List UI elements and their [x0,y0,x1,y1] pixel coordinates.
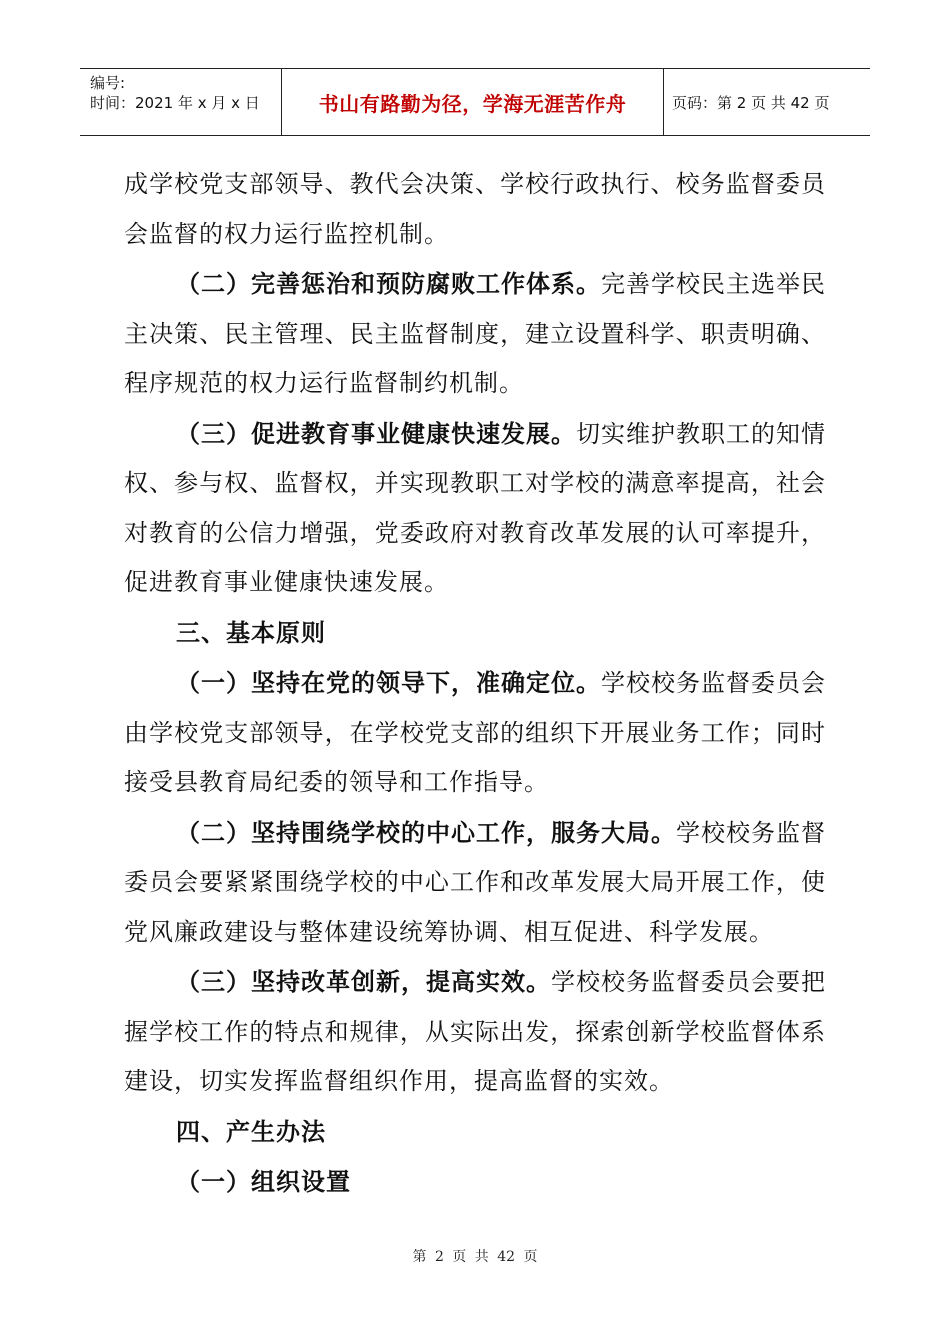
section-heading-4-text: 四、产生办法 [176,1116,326,1146]
paragraph-2-text: 完善学校民主选举民主决策、民主管理、民主监督制度，建立设置科学、职责明确、程序规范的权力运行监督制约机制。 [124,270,826,397]
page-header [80,68,870,136]
paragraph-3-heading: （三）促进教育事业健康快速发展。 [176,418,576,448]
paragraph-5-text: 学校校务监督委员会要紧紧围绕学校的中心工作和改革发展大局开展工作，使党风廉政建设与整体建设统筹协调、相互促进、科学发展。 [124,818,826,946]
paragraph-4-heading: （一）坚持在党的领导下，准确定位。 [176,668,601,697]
document-number-label: 编号: [90,74,126,92]
paragraph-2-heading: （二）完善惩治和预防腐败工作体系。 [176,269,601,298]
header-motto-cell [282,69,664,135]
section-heading-3 [124,608,826,659]
paragraph-5-heading: （二）坚持围绕学校的中心工作，服务大局。 [176,817,676,847]
header-meta [80,69,282,135]
subsection-heading-text: （一）组织设置 [176,1167,351,1196]
paragraph-2 [124,259,826,409]
section-heading-3-text: 三、基本原则 [176,617,326,647]
paragraph-4-text: 学校校务监督委员会由学校党支部领导，在学校党支部的组织下开展业务工作；同时接受县教育局纪委的领导和工作指导。 [124,669,826,796]
page-footer: 第 2 页 共 42 页 [412,1249,538,1265]
subsection-heading [124,1157,826,1208]
document-body [124,160,826,1208]
paragraph-continued: 成学校党支部领导、教代会决策、学校行政执行、校务监督委员会监督的权力运行监控机制。 [124,170,826,248]
paragraph-6 [124,957,826,1107]
header-page-info-cell [664,69,870,135]
paragraph-6-heading: （三）坚持改革创新，提高实效。 [176,967,551,996]
paragraph-5 [124,808,826,958]
paragraph-3 [124,409,826,608]
document-time-label: 时间：2021 年 x 月 x 日 [90,94,260,112]
paragraph-4 [124,658,826,808]
header-page-info: 页码：第 2 页 共 42 页 [672,93,830,112]
header-motto: 书山有路勤为径，学海无涯苦作舟 [318,91,627,116]
section-heading-4 [124,1107,826,1158]
paragraph-6-text: 学校校务监督委员会要把握学校工作的特点和规律，从实际出发，探索创新学校监督体系建设，切实发挥监督组织作用，提高监督的实效。 [124,968,826,1095]
paragraph-3-text: 切实维护教职工的知情权、参与权、监督权，并实现教职工对学校的满意率提高，社会对教育的公信力增强，党委政府对教育改革发展的认可率提升，促进教育事业健康快速发展。 [124,419,826,596]
